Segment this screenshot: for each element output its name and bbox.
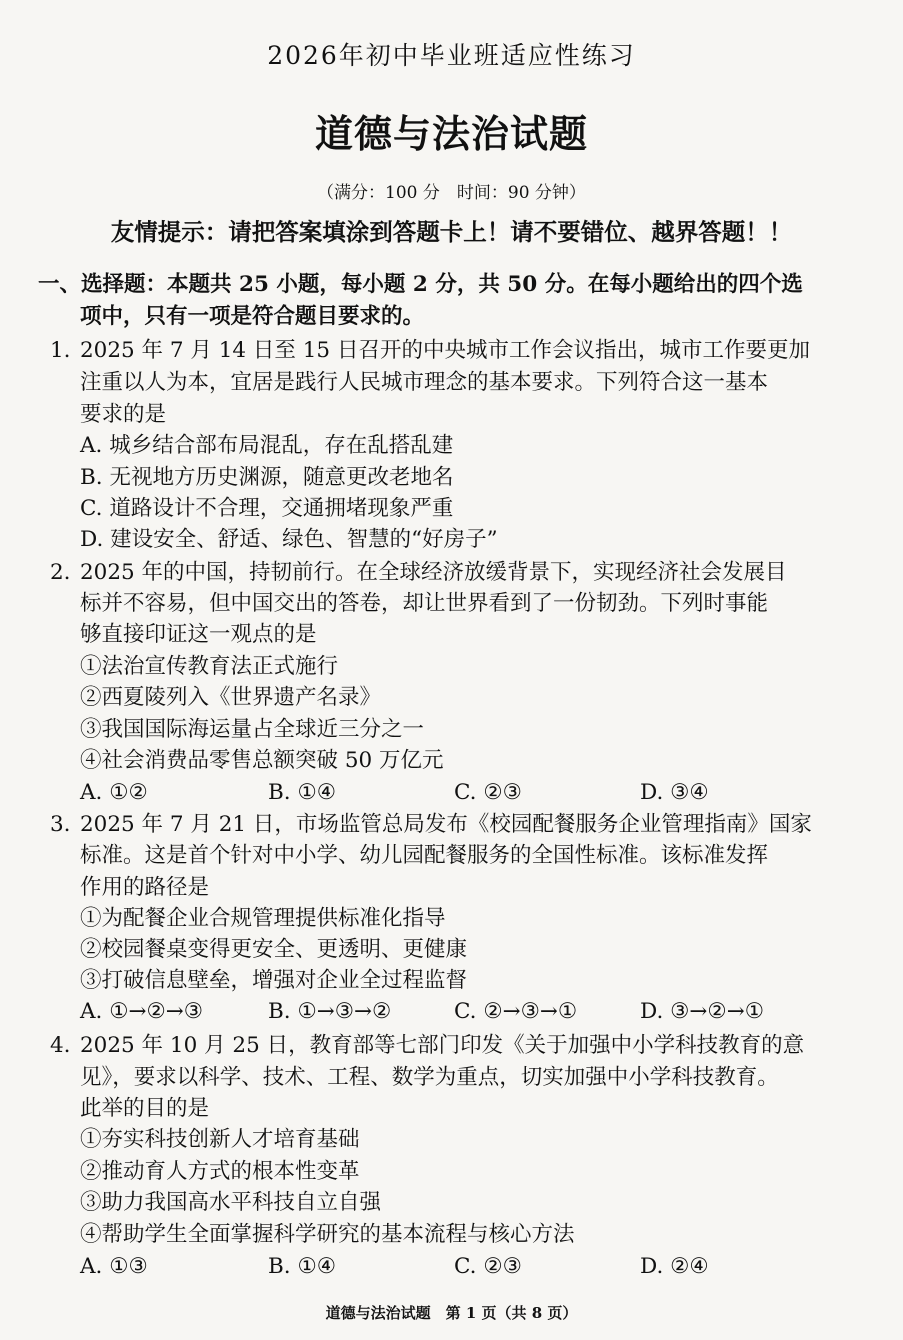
score-time-info: （满分：100 分 时间：90 分钟） — [317, 183, 586, 203]
question-number-4: 4. — [50, 1033, 71, 1058]
option-c: C. ②③ — [454, 1254, 522, 1279]
friendly-notice: 友情提示：请把答案填涂到答题卡上！请不要错位、越界答题！！ — [110, 218, 793, 246]
question-1-choice-a: A. 城乡结合部布局混乱，存在乱搭乱建 — [80, 433, 454, 458]
question-4-line: 2025 年 10 月 25 日，教育部等七部门印发《关于加强中小学科技教育的意 — [80, 1033, 805, 1058]
option-b: B. ①→③→② — [268, 999, 392, 1024]
question-2-statement: ①法治宣传教育法正式施行 — [80, 654, 339, 679]
question-3-options — [80, 997, 840, 1027]
question-1-line: 2025 年 7 月 14 日至 15 日召开的中央城市工作会议指出，城市工作要更加 — [80, 338, 810, 363]
option-b: B. ①④ — [268, 780, 337, 805]
question-1-choice-c: C. 道路设计不合理，交通拥堵现象严重 — [80, 496, 454, 521]
question-number-1: 1. — [50, 338, 71, 363]
option-c: C. ②③ — [454, 780, 522, 805]
option-b: B. ①④ — [268, 1254, 337, 1279]
question-4-line: 见》，要求以科学、技术、工程、数学为重点，切实加强中小学科技教育。 — [80, 1065, 779, 1090]
question-2-line: 够直接印证这一观点的是 — [80, 622, 317, 647]
question-3-line: 2025 年 7 月 21 日，市场监管总局发布《校园配餐服务企业管理指南》国家 — [80, 812, 812, 837]
question-2-statement: ④社会消费品零售总额突破 50 万亿元 — [80, 748, 444, 773]
question-2-line: 2025 年的中国，持韧前行。在全球经济放缓背景下，实现经济社会发展目 — [80, 560, 787, 585]
question-2-statement: ③我国国际海运量占全球近三分之一 — [80, 717, 425, 742]
section-heading: 一、选择题：本题共 25 小题，每小题 2 分，共 50 分。在每小题给出的四个选 — [38, 272, 803, 297]
option-c: C. ②→③→① — [454, 999, 578, 1024]
question-1-choice-d: D. 建设安全、舒适、绿色、智慧的“好房子” — [80, 527, 498, 552]
option-d: D. ③→②→① — [640, 999, 764, 1024]
question-2-options — [80, 778, 840, 808]
question-4-options — [80, 1252, 840, 1282]
question-2-line: 标并不容易，但中国交出的答卷，却让世界看到了一份韧劲。下列时事能 — [80, 591, 769, 616]
option-a: A. ①③ — [80, 1254, 148, 1279]
question-2-statement: ②西夏陵列入《世界遗产名录》 — [80, 685, 382, 710]
question-4-statement: ③助力我国高水平科技自立自强 — [80, 1190, 382, 1215]
option-a: A. ①② — [80, 780, 148, 805]
subject-title: 道德与法治试题 — [314, 111, 588, 156]
question-number-2: 2. — [50, 560, 71, 585]
question-1-line: 要求的是 — [80, 402, 167, 427]
question-3-line: 标准。这是首个针对中小学、幼儿园配餐服务的全国性标准。该标准发挥 — [80, 843, 769, 868]
section-heading-cont: 项中，只有一项是符合题目要求的。 — [80, 304, 425, 329]
question-1-line: 注重以人为本，宜居是践行人民城市理念的基本要求。下列符合这一基本 — [80, 370, 769, 395]
question-3-statement: ①为配餐企业合规管理提供标准化指导 — [80, 906, 446, 931]
question-3-statement: ③打破信息壁垒，增强对企业全过程监督 — [80, 968, 468, 993]
option-d: D. ③④ — [640, 780, 709, 805]
question-1-choice-b: B. 无视地方历史渊源，随意更改老地名 — [80, 465, 454, 490]
exam-title: 2026年初中毕业班适应性练习 — [267, 41, 636, 70]
question-4-statement: ①夯实科技创新人才培育基础 — [80, 1127, 360, 1152]
question-4-statement: ④帮助学生全面掌握科学研究的基本流程与核心方法 — [80, 1222, 575, 1247]
question-3-line: 作用的路径是 — [80, 875, 210, 900]
question-4-statement: ②推动育人方式的根本性变革 — [80, 1159, 360, 1184]
question-3-statement: ②校园餐桌变得更安全、更透明、更健康 — [80, 937, 468, 962]
question-4-line: 此举的目的是 — [80, 1096, 210, 1121]
option-d: D. ②④ — [640, 1254, 709, 1279]
question-number-3: 3. — [50, 812, 71, 837]
option-a: A. ①→②→③ — [80, 999, 204, 1024]
page-footer: 道德与法治试题 第 1 页（共 8 页） — [325, 1304, 578, 1322]
